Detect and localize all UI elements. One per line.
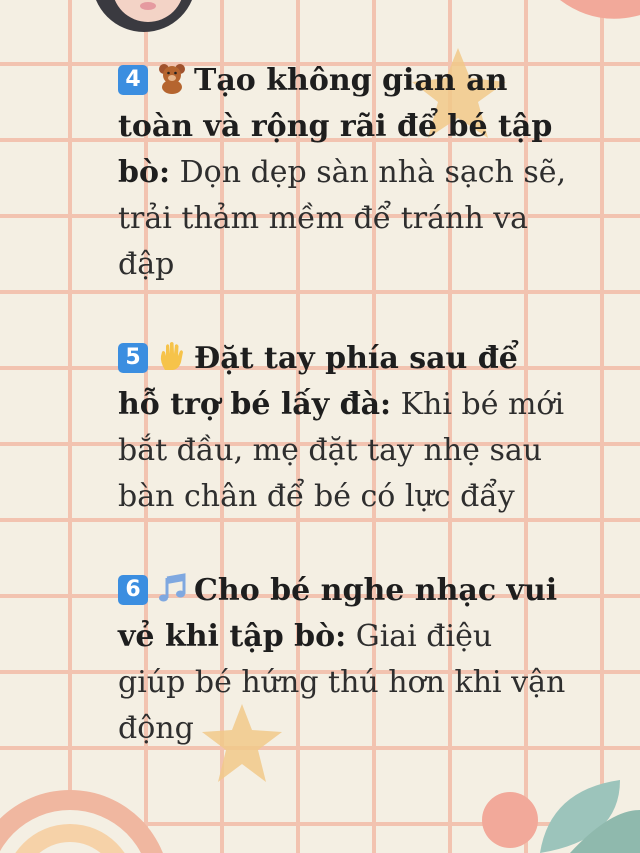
teddy-bear-icon [156,62,188,94]
tip-description: Giai điệu giúp bé hứng thú hơn khi vận động [118,619,566,746]
music-note-icon [156,572,188,604]
number-badge: 4 [118,65,148,95]
tip-description: Dọn dẹp sàn nhà sạch sẽ, trải thảm mềm để tránh va đập [118,155,567,282]
tips-list [118,58,568,752]
number-badge: 6 [118,575,148,605]
tip-title: Cho bé nghe nhạc vui vẻ khi tập bò: [118,573,558,654]
baby-photo [88,0,200,32]
tip-description: Khi bé mới bắt đầu, mẹ đặt tay nhẹ sau bàn chân để bé có lực đẩy [118,387,565,514]
tip-title: Đặt tay phía sau để hỗ trợ bé lấy đà: [118,341,518,422]
tip-title: Tạo không gian an toàn và rộng rãi để bé tập bò: [118,63,553,190]
tip-item [118,336,568,520]
leaf-decoration [470,770,640,853]
rainbow-decoration [0,780,170,853]
raised-hand-icon [156,340,188,372]
tip-item [118,58,568,288]
pink-blob-decoration [560,0,640,30]
tip-item [118,568,568,752]
number-badge: 5 [118,343,148,373]
